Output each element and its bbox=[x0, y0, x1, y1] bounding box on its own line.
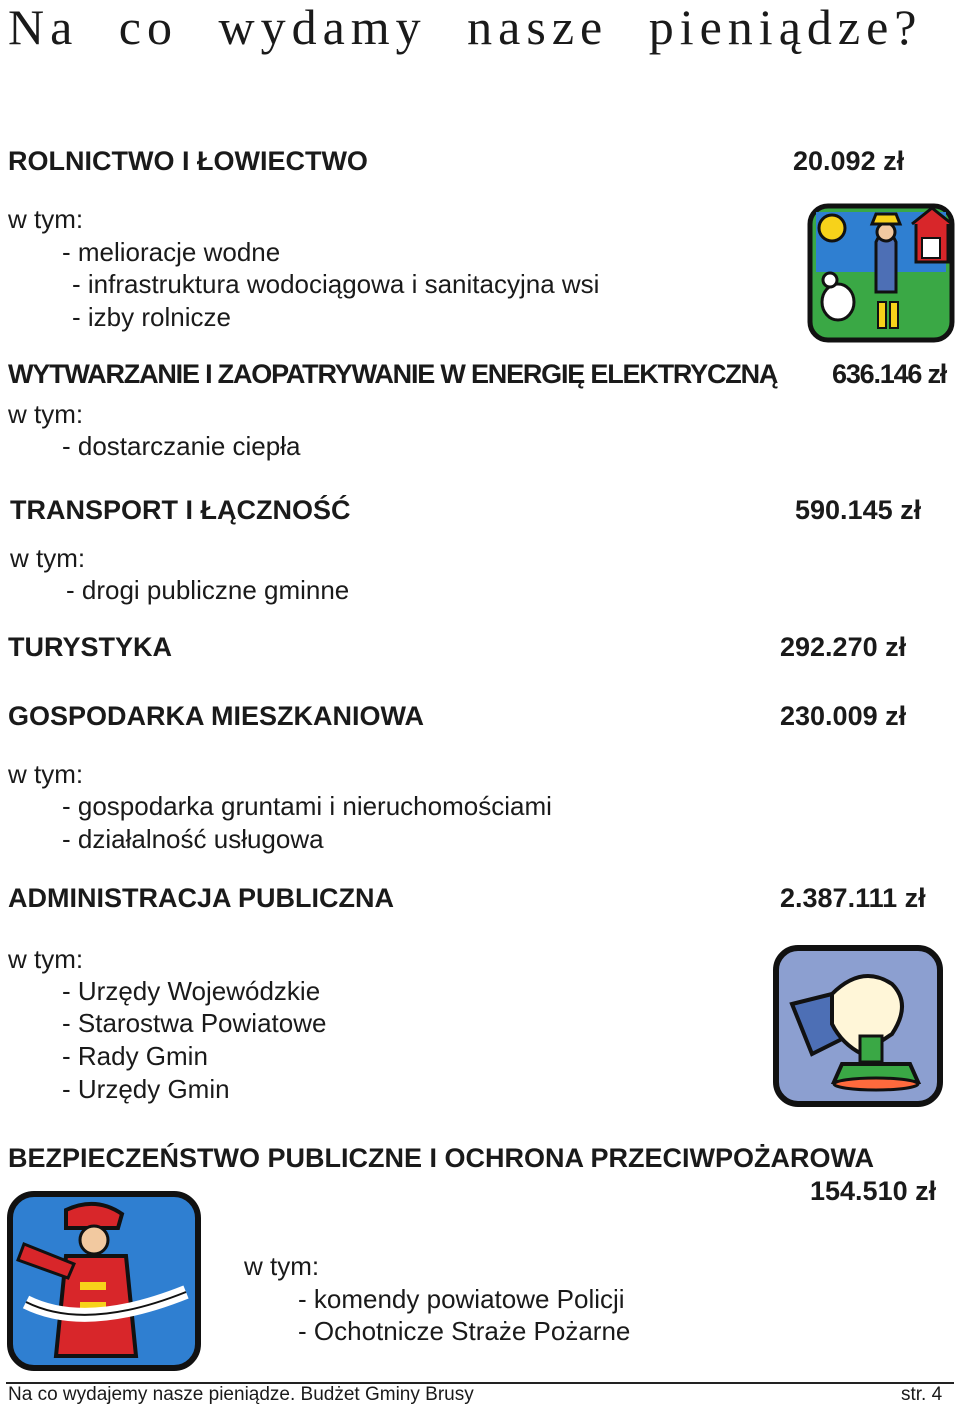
section-amount-administracja: 2.387.111 zł bbox=[780, 883, 926, 913]
list-item: - dostarczanie ciepła bbox=[62, 431, 301, 461]
list-item: - komendy powiatowe Policji bbox=[298, 1284, 625, 1314]
list-item: - gospodarka gruntami i nieruchomościami bbox=[62, 791, 552, 821]
list-item: - Starostwa Powiatowe bbox=[62, 1008, 327, 1038]
list-item: - infrastruktura wodociągowa i sanitacyjna wsi bbox=[72, 269, 600, 299]
list-item: - melioracje wodne bbox=[62, 237, 281, 267]
wtym-label: w tym: bbox=[8, 204, 84, 234]
stamp-clipart-icon bbox=[772, 944, 944, 1108]
firefighter-clipart-icon bbox=[6, 1190, 202, 1372]
footer-text: Na co wydajemy nasze pieniądze. Budżet Gminy Brusy bbox=[8, 1384, 474, 1405]
section-amount-gospodarka: 230.009 zł bbox=[780, 701, 907, 731]
section-heading-administracja: ADMINISTRACJA PUBLICZNA bbox=[8, 883, 394, 913]
list-item: - Ochotnicze Straże Pożarne bbox=[298, 1316, 631, 1346]
farmer-clipart-icon bbox=[806, 202, 956, 344]
wtym-label: w tym: bbox=[244, 1251, 320, 1281]
list-item: - izby rolnicze bbox=[72, 302, 231, 332]
list-item: - Rady Gmin bbox=[62, 1041, 208, 1071]
section-amount-turystyka: 292.270 zł bbox=[780, 632, 907, 662]
list-item: - Urzędy Wojewódzkie bbox=[62, 976, 321, 1006]
list-item: - działalność usługowa bbox=[62, 824, 324, 854]
section-heading-rolnictwo: ROLNICTWO I ŁOWIECTWO bbox=[8, 146, 368, 176]
section-amount-bezpieczenstwo: 154.510 zł bbox=[810, 1176, 937, 1206]
section-heading-transport: TRANSPORT I ŁĄCZNOŚĆ bbox=[10, 495, 351, 525]
wtym-label: w tym: bbox=[8, 944, 84, 974]
section-heading-turystyka: TURYSTYKA bbox=[8, 632, 173, 662]
section-amount-transport: 590.145 zł bbox=[795, 495, 922, 525]
section-heading-gospodarka: GOSPODARKA MIESZKANIOWA bbox=[8, 701, 425, 731]
section-heading-energia: WYTWARZANIE I ZAOPATRYWANIE W ENERGIĘ ELEKTRYCZNĄ bbox=[8, 359, 778, 389]
page-title: Na co wydamy nasze pieniądze? bbox=[8, 0, 923, 55]
wtym-label: w tym: bbox=[8, 759, 84, 789]
section-amount-rolnictwo: 20.092 zł bbox=[793, 146, 905, 176]
list-item: - drogi publiczne gminne bbox=[66, 575, 350, 605]
wtym-label: w tym: bbox=[10, 543, 86, 573]
section-amount-energia: 636.146 zł bbox=[832, 359, 947, 389]
wtym-label: w tym: bbox=[8, 399, 84, 429]
section-heading-bezpieczenstwo: BEZPIECZEŃSTWO PUBLICZNE I OCHRONA PRZECIWPOŻAROWA bbox=[8, 1143, 874, 1173]
page-number: str. 4 bbox=[901, 1384, 943, 1405]
list-item: - Urzędy Gmin bbox=[62, 1074, 230, 1104]
